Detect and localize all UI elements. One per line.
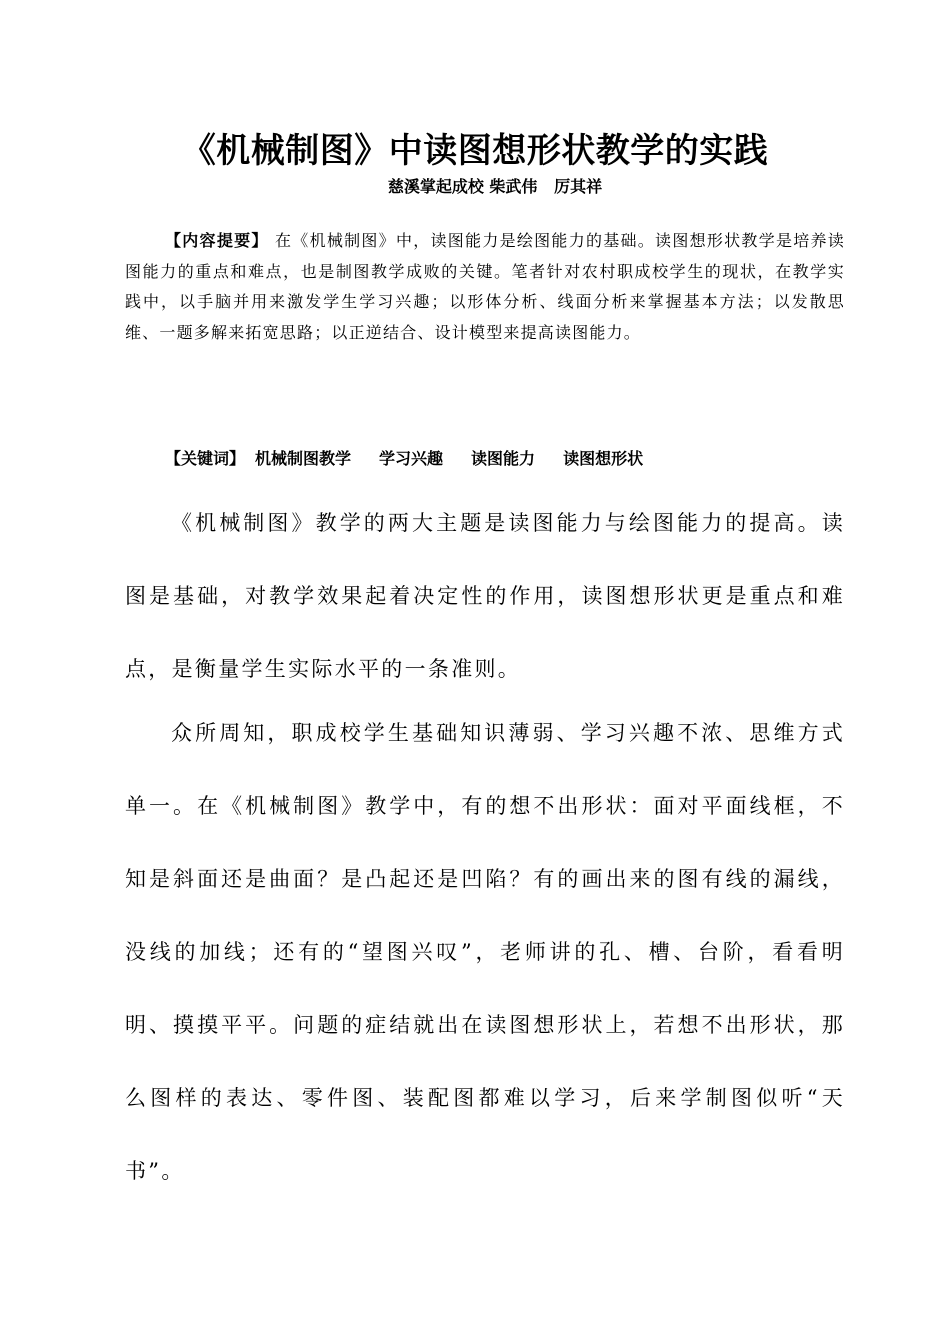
keyword-item: 学习兴趣 <box>379 449 444 468</box>
author-name-2: 厉其祥 <box>554 177 603 196</box>
author-school: 慈溪掌起成校 <box>387 177 484 196</box>
document-title: 《机械制图》中读图想形状教学的实践 <box>181 131 769 171</box>
keywords-line <box>165 448 865 470</box>
keyword-item: 读图想形状 <box>563 449 644 468</box>
abstract-text: 在《机械制图》中，读图能力是绘图能力的基础。读图想形状教学是培养读图能力的重点和难点，也是制图教学成败的关键。笔者针对农村职成校学生的现状，在教学实践中，以手脑并用来激发学生学习兴趣；以形体分析、线面分析来掌握基本方法；以发散思维、一题多解来拓宽思路；以正逆结合、设计模型来提高读图能力。 <box>125 231 846 342</box>
abstract-paragraph <box>125 226 845 348</box>
keyword-item: 机械制图教学 <box>255 449 352 468</box>
keyword-item: 读图能力 <box>471 449 536 468</box>
abstract-label: 【内容提要】 <box>165 231 269 250</box>
body-paragraph: 《机械制图》教学的两大主题是读图能力与绘图能力的提高。读图是基础，对教学效果起着决定性的作用，读图想形状更是重点和难点，是衡量学生实际水平的一条准则。 <box>125 511 845 681</box>
keywords-label: 【关键词】 <box>165 449 246 468</box>
author-line <box>0 176 950 198</box>
body-paragraph: 众所周知，职成校学生基础知识薄弱、学习兴趣不浓、思维方式单一。在《机械制图》教学中，有的想不出形状：面对平面线框，不知是斜面还是曲面？是凸起还是凹陷？有的画出来的图有线的漏线，没线的加线；还有的“望图兴叹”，老师讲的孔、槽、台阶，看看明明、摸摸平平。问题的症结就出在读图想形状上，若想不出形状，那么图样的表达、零件图、装配图都难以学习，后来学制图似听“天书”。 <box>125 721 845 1183</box>
author-name-1: 柴武伟 <box>489 177 538 196</box>
